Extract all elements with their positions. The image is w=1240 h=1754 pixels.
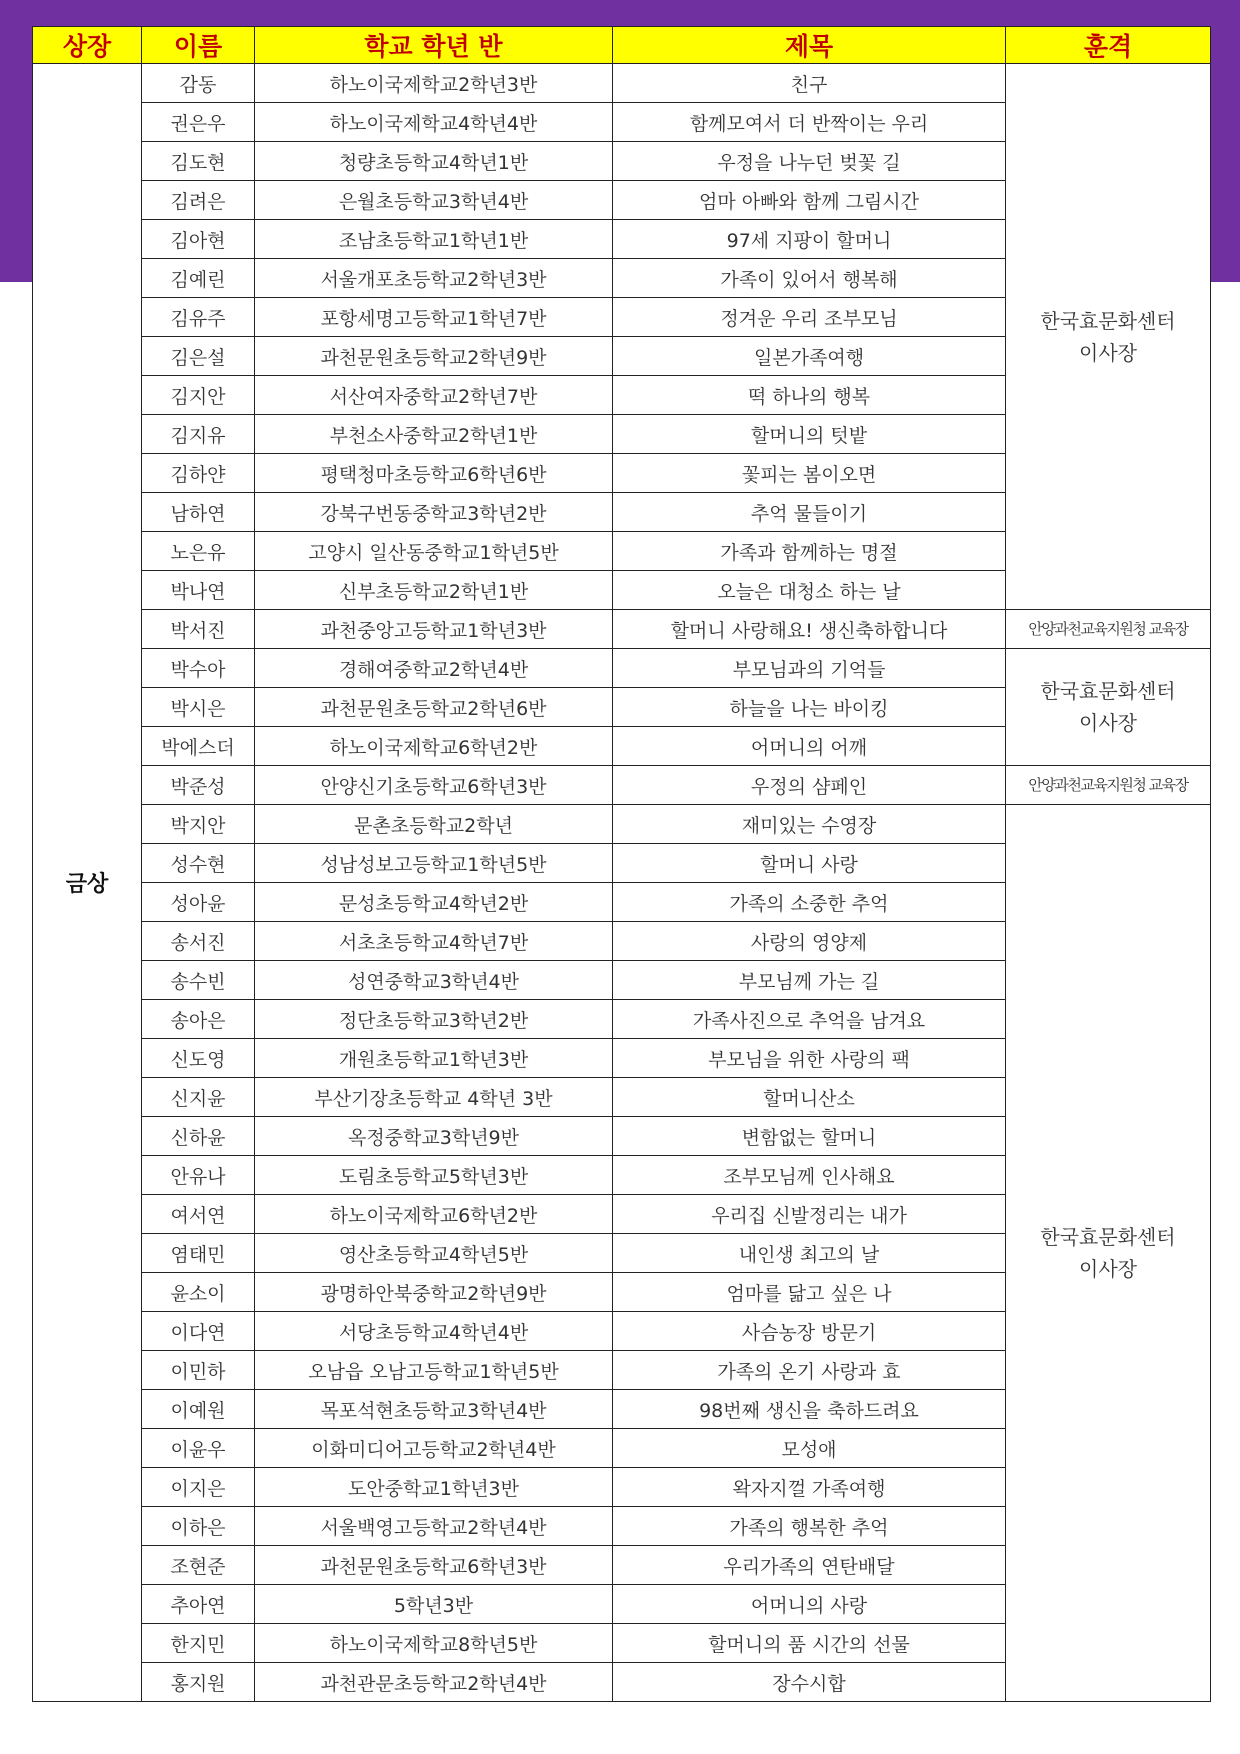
name-cell: 이지은 <box>142 1468 255 1507</box>
table-row <box>33 649 1211 688</box>
title-cell: 내인생 최고의 날 <box>613 1234 1006 1273</box>
title-cell: 모성애 <box>613 1429 1006 1468</box>
award-winners-table <box>32 26 1211 1702</box>
title-cell: 왁자지껄 가족여행 <box>613 1468 1006 1507</box>
title-cell: 추억 물들이기 <box>613 493 1006 532</box>
name-cell: 권은우 <box>142 103 255 142</box>
title-cell: 가족과 함께하는 명절 <box>613 532 1006 571</box>
title-cell: 엄마를 닮고 싶은 나 <box>613 1273 1006 1312</box>
honor-line-2: 이사장 <box>1079 711 1137 735</box>
title-cell: 할머니의 품 시간의 선물 <box>613 1624 1006 1663</box>
school-cell: 과천중앙고등학교1학년3반 <box>255 610 613 649</box>
table-row <box>33 766 1211 805</box>
name-cell: 노은유 <box>142 532 255 571</box>
name-cell: 송아은 <box>142 1000 255 1039</box>
name-cell: 김예린 <box>142 259 255 298</box>
table-row <box>33 610 1211 649</box>
school-cell: 하노이국제학교4학년4반 <box>255 103 613 142</box>
school-cell: 성남성보고등학교1학년5반 <box>255 844 613 883</box>
name-cell: 이예원 <box>142 1390 255 1429</box>
title-cell: 꽃피는 봄이오면 <box>613 454 1006 493</box>
title-cell: 할머니 사랑해요! 생신축하합니다 <box>613 610 1006 649</box>
title-cell: 정겨운 우리 조부모님 <box>613 298 1006 337</box>
school-cell: 하노이국제학교6학년2반 <box>255 727 613 766</box>
title-cell: 함께모여서 더 반짝이는 우리 <box>613 103 1006 142</box>
table-row <box>33 805 1211 844</box>
name-cell: 송수빈 <box>142 961 255 1000</box>
school-cell: 과천관문초등학교2학년4반 <box>255 1663 613 1702</box>
honor-cell <box>1006 766 1211 805</box>
name-cell: 이민하 <box>142 1351 255 1390</box>
name-cell: 김려은 <box>142 181 255 220</box>
school-cell: 문촌초등학교2학년 <box>255 805 613 844</box>
name-cell: 홍지원 <box>142 1663 255 1702</box>
school-cell: 이화미디어고등학교2학년4반 <box>255 1429 613 1468</box>
table-header-row <box>33 27 1211 64</box>
honor-cell <box>1006 649 1211 766</box>
title-cell: 오늘은 대청소 하는 날 <box>613 571 1006 610</box>
name-cell: 김하얀 <box>142 454 255 493</box>
name-cell: 박시은 <box>142 688 255 727</box>
honor-line-1: 안양과천교육지원청 교육장 <box>1028 776 1188 794</box>
name-cell: 한지민 <box>142 1624 255 1663</box>
school-cell: 서울백영고등학교2학년4반 <box>255 1507 613 1546</box>
school-cell: 조남초등학교1학년1반 <box>255 220 613 259</box>
name-cell: 이윤우 <box>142 1429 255 1468</box>
name-cell: 박수아 <box>142 649 255 688</box>
school-cell: 과천문원초등학교2학년6반 <box>255 688 613 727</box>
table-body <box>33 64 1211 1702</box>
school-cell: 성연중학교3학년4반 <box>255 961 613 1000</box>
header-award: 상장 <box>33 27 142 64</box>
name-cell: 남하연 <box>142 493 255 532</box>
name-cell: 여서연 <box>142 1195 255 1234</box>
title-cell: 가족이 있어서 행복해 <box>613 259 1006 298</box>
honor-cell <box>1006 805 1211 1702</box>
school-cell: 과천문원초등학교2학년9반 <box>255 337 613 376</box>
school-cell: 하노이국제학교6학년2반 <box>255 1195 613 1234</box>
award-category-cell: 금상 <box>33 64 142 1702</box>
title-cell: 친구 <box>613 64 1006 103</box>
school-cell: 도림초등학교5학년3반 <box>255 1156 613 1195</box>
name-cell: 김은설 <box>142 337 255 376</box>
name-cell: 이다연 <box>142 1312 255 1351</box>
name-cell: 윤소이 <box>142 1273 255 1312</box>
school-cell: 하노이국제학교8학년5반 <box>255 1624 613 1663</box>
name-cell: 김유주 <box>142 298 255 337</box>
title-cell: 할머니산소 <box>613 1078 1006 1117</box>
name-cell: 신하윤 <box>142 1117 255 1156</box>
school-cell: 도안중학교1학년3반 <box>255 1468 613 1507</box>
honor-line-2: 이사장 <box>1079 1257 1137 1281</box>
school-cell: 서울개포초등학교2학년3반 <box>255 259 613 298</box>
award-table-container <box>32 26 1210 1702</box>
honor-line-1: 한국효문화센터 <box>1040 308 1176 333</box>
honor-cell <box>1006 64 1211 610</box>
name-cell: 박에스더 <box>142 727 255 766</box>
title-cell: 변함없는 할머니 <box>613 1117 1006 1156</box>
school-cell: 부천소사중학교2학년1반 <box>255 415 613 454</box>
name-cell: 이하은 <box>142 1507 255 1546</box>
name-cell: 감동 <box>142 64 255 103</box>
school-cell: 신부초등학교2학년1반 <box>255 571 613 610</box>
title-cell: 부모님과의 기억들 <box>613 649 1006 688</box>
name-cell: 김도현 <box>142 142 255 181</box>
name-cell: 신도영 <box>142 1039 255 1078</box>
name-cell: 김아현 <box>142 220 255 259</box>
school-cell: 광명하안북중학교2학년9반 <box>255 1273 613 1312</box>
title-cell: 어머니의 어깨 <box>613 727 1006 766</box>
school-cell: 목포석현초등학교3학년4반 <box>255 1390 613 1429</box>
title-cell: 가족사진으로 추억을 남겨요 <box>613 1000 1006 1039</box>
school-cell: 옥정중학교3학년9반 <box>255 1117 613 1156</box>
school-cell: 5학년3반 <box>255 1585 613 1624</box>
title-cell: 사슴농장 방문기 <box>613 1312 1006 1351</box>
title-cell: 가족의 온기 사랑과 효 <box>613 1351 1006 1390</box>
school-cell: 청량초등학교4학년1반 <box>255 142 613 181</box>
school-cell: 서당초등학교4학년4반 <box>255 1312 613 1351</box>
title-cell: 97세 지팡이 할머니 <box>613 220 1006 259</box>
school-cell: 안양신기초등학교6학년3반 <box>255 766 613 805</box>
school-cell: 평택청마초등학교6학년6반 <box>255 454 613 493</box>
school-cell: 부산기장초등학교 4학년 3반 <box>255 1078 613 1117</box>
header-honor: 훈격 <box>1006 27 1211 64</box>
school-cell: 개원초등학교1학년3반 <box>255 1039 613 1078</box>
school-cell: 고양시 일산동중학교1학년5반 <box>255 532 613 571</box>
honor-line-2: 이사장 <box>1079 340 1137 365</box>
school-cell: 경해여중학교2학년4반 <box>255 649 613 688</box>
name-cell: 박지안 <box>142 805 255 844</box>
name-cell: 성수현 <box>142 844 255 883</box>
title-cell: 엄마 아빠와 함께 그림시간 <box>613 181 1006 220</box>
name-cell: 송서진 <box>142 922 255 961</box>
school-cell: 포항세명고등학교1학년7반 <box>255 298 613 337</box>
header-school: 학교 학년 반 <box>255 27 613 64</box>
name-cell: 신지윤 <box>142 1078 255 1117</box>
header-title: 제목 <box>613 27 1006 64</box>
school-cell: 오남읍 오남고등학교1학년5반 <box>255 1351 613 1390</box>
honor-line-1: 한국효문화센터 <box>1040 679 1176 703</box>
title-cell: 98번째 생신을 축하드려요 <box>613 1390 1006 1429</box>
table-row <box>33 64 1211 103</box>
school-cell: 영산초등학교4학년5반 <box>255 1234 613 1273</box>
title-cell: 우리집 신발정리는 내가 <box>613 1195 1006 1234</box>
name-cell: 박서진 <box>142 610 255 649</box>
school-cell: 서초초등학교4학년7반 <box>255 922 613 961</box>
title-cell: 부모님을 위한 사랑의 팩 <box>613 1039 1006 1078</box>
title-cell: 떡 하나의 행복 <box>613 376 1006 415</box>
school-cell: 하노이국제학교2학년3반 <box>255 64 613 103</box>
title-cell: 조부모님께 인사해요 <box>613 1156 1006 1195</box>
title-cell: 사랑의 영양제 <box>613 922 1006 961</box>
honor-line-1: 안양과천교육지원청 교육장 <box>1028 620 1188 638</box>
name-cell: 김지유 <box>142 415 255 454</box>
name-cell: 안유나 <box>142 1156 255 1195</box>
school-cell: 서산여자중학교2학년7반 <box>255 376 613 415</box>
title-cell: 일본가족여행 <box>613 337 1006 376</box>
title-cell: 우리가족의 연탄배달 <box>613 1546 1006 1585</box>
title-cell: 가족의 소중한 추억 <box>613 883 1006 922</box>
school-cell: 과천문원초등학교6학년3반 <box>255 1546 613 1585</box>
title-cell: 우정을 나누던 벚꽃 길 <box>613 142 1006 181</box>
title-cell: 가족의 행복한 추억 <box>613 1507 1006 1546</box>
school-cell: 은월초등학교3학년4반 <box>255 181 613 220</box>
school-cell: 정단초등학교3학년2반 <box>255 1000 613 1039</box>
title-cell: 할머니 사랑 <box>613 844 1006 883</box>
title-cell: 하늘을 나는 바이킹 <box>613 688 1006 727</box>
school-cell: 문성초등학교4학년2반 <box>255 883 613 922</box>
name-cell: 성아윤 <box>142 883 255 922</box>
name-cell: 박나연 <box>142 571 255 610</box>
title-cell: 어머니의 사랑 <box>613 1585 1006 1624</box>
school-cell: 강북구번동중학교3학년2반 <box>255 493 613 532</box>
title-cell: 재미있는 수영장 <box>613 805 1006 844</box>
title-cell: 우정의 샴페인 <box>613 766 1006 805</box>
honor-line-1: 한국효문화센터 <box>1040 1225 1176 1249</box>
name-cell: 조현준 <box>142 1546 255 1585</box>
header-name: 이름 <box>142 27 255 64</box>
title-cell: 부모님께 가는 길 <box>613 961 1006 1000</box>
name-cell: 염태민 <box>142 1234 255 1273</box>
title-cell: 장수시합 <box>613 1663 1006 1702</box>
name-cell: 추아연 <box>142 1585 255 1624</box>
name-cell: 김지안 <box>142 376 255 415</box>
honor-cell <box>1006 610 1211 649</box>
name-cell: 박준성 <box>142 766 255 805</box>
title-cell: 할머니의 텃밭 <box>613 415 1006 454</box>
